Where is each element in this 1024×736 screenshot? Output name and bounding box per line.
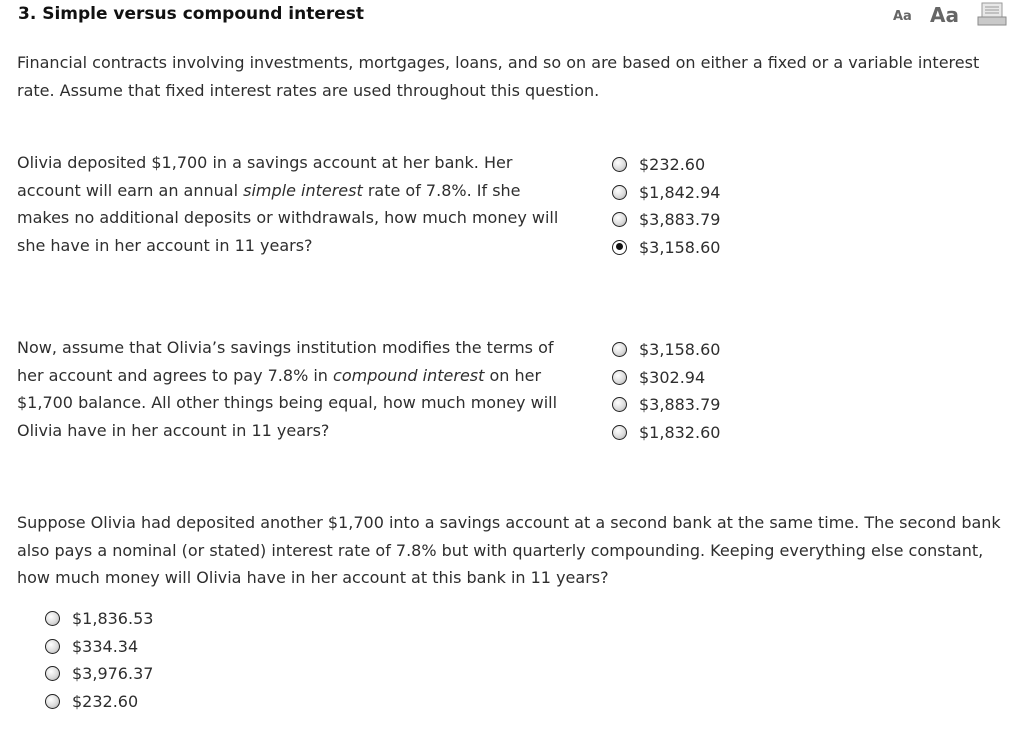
option-label: $1,842.94 [639, 182, 721, 202]
radio-button[interactable] [612, 157, 627, 172]
question-2-option[interactable] [612, 391, 720, 419]
print-icon[interactable] [977, 2, 1007, 26]
option-label: $1,836.53 [72, 609, 154, 629]
radio-button[interactable] [612, 370, 627, 385]
option-label: $232.60 [639, 155, 706, 175]
question-3-option[interactable] [45, 688, 153, 716]
question-title: 3. Simple versus compound interest [18, 4, 365, 24]
question-2-text-after: on her $1,700 balance. All other things being equal, how much money will Olivia have in her account in 11 years? [17, 365, 558, 441]
question-2-option[interactable] [612, 419, 720, 447]
question-1-text [17, 149, 577, 260]
intro-paragraph: Financial contracts involving investments, mortgages, loans, and so on are based on either a fixed or a variable interest rate. Assume that fixed interest rates are used throughout this question. [17, 53, 980, 100]
question-3-text: Suppose Olivia had deposited another $1,700 into a savings account at a second bank at the same time. The second bank also pays a nominal (or stated) interest rate of 7.8% but with quarterly compounding. Keeping everything else constant, how much money will Olivia have in her account at this bank in 11 years? [17, 513, 1001, 588]
question-3-option[interactable] [45, 633, 153, 661]
radio-button[interactable] [612, 185, 627, 200]
radio-button[interactable] [612, 397, 627, 412]
font-size-small-button[interactable]: Aa [893, 9, 912, 24]
font-size-large-button[interactable]: Aa [930, 3, 959, 27]
question-1-emphasis: simple interest [243, 180, 363, 200]
option-label: $302.94 [639, 367, 706, 387]
radio-button[interactable] [45, 639, 60, 654]
question-1-text-after: rate of 7.8%. If she makes no additional deposits or withdrawals, how much money will she have in her account in 11 years? [17, 180, 559, 256]
question-2-emphasis: compound interest [333, 365, 485, 385]
question-1-option[interactable] [612, 234, 720, 262]
radio-button[interactable] [612, 212, 627, 227]
question-2-text [17, 334, 577, 445]
option-label: $334.34 [72, 636, 139, 656]
option-label: $3,158.60 [639, 237, 721, 257]
radio-button[interactable] [45, 666, 60, 681]
question-2-option[interactable] [612, 336, 720, 364]
radio-button[interactable] [612, 240, 627, 255]
question-3-options [45, 605, 153, 715]
question-3-option[interactable] [45, 605, 153, 633]
option-label: $3,883.79 [639, 395, 721, 415]
option-label: $232.60 [72, 691, 139, 711]
question-1-option[interactable] [612, 179, 720, 207]
option-label: $1,832.60 [639, 422, 721, 442]
radio-button[interactable] [45, 611, 60, 626]
option-label: $3,158.60 [639, 340, 721, 360]
question-1-option[interactable] [612, 206, 720, 234]
option-label: $3,883.79 [639, 210, 721, 230]
option-label: $3,976.37 [72, 664, 154, 684]
question-2-options [612, 336, 720, 446]
question-3-option[interactable] [45, 660, 153, 688]
question-2-text-before: Now, assume that Olivia’s savings institution modifies the terms of her account and agrees to pay 7.8% in [17, 338, 554, 385]
radio-button[interactable] [45, 694, 60, 709]
radio-button[interactable] [612, 425, 627, 440]
question-1-options [612, 151, 720, 261]
question-1-text-before: Olivia deposited $1,700 in a savings account at her bank. Her account will earn an annual [17, 153, 513, 200]
question-1-option[interactable] [612, 151, 720, 179]
radio-button[interactable] [612, 342, 627, 357]
question-2-option[interactable] [612, 364, 720, 392]
